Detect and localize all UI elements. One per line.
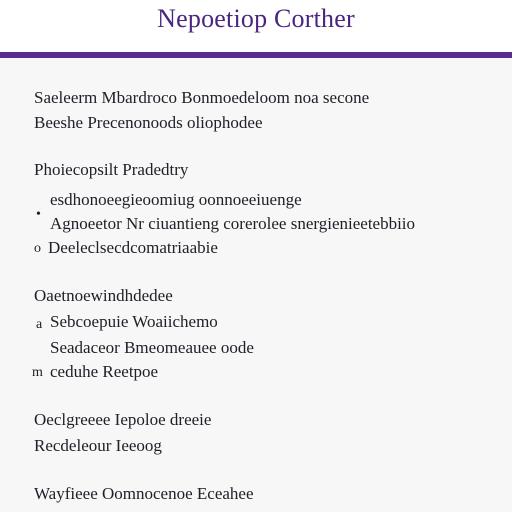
section3-bullet-1: a: [36, 317, 43, 332]
section2-item1-line1: esdhonoeegieoomiug oonnoeeiuenge: [50, 190, 302, 209]
section3-item1-line1: Sebcoepuie Woaiichemo: [50, 312, 218, 331]
section2-heading: Phoiecopsilt Pradedtry: [34, 160, 189, 179]
section1-line2: Beeshe Precenonoods oliophodee: [34, 113, 263, 132]
footer-text: Wayfieee Oomnocenoe Eceahee: [34, 484, 254, 503]
section2-item1-line2: Agnoeetor Nr ciuantieng corerolee snergienieetebbiio: [50, 214, 416, 233]
page-title: Nepoetiop Corther: [157, 4, 355, 33]
section2-item2: Deeleclsecdcomatriaabie: [48, 238, 218, 257]
section3-item2: ceduhe Reetpoe: [50, 362, 159, 381]
page-header: [0, 0, 512, 58]
document-body: [0, 58, 512, 512]
section2-bullet-1: •: [36, 207, 41, 222]
section3-item1-line2: Seadaceor Bmeomeauee oode: [50, 338, 254, 357]
section2-bullet-2: o: [34, 241, 41, 256]
section4-line2: Recdeleour Ieeoog: [34, 436, 162, 455]
section4-line1: Oeclgreeee Iepoloe dreeie: [34, 410, 212, 429]
section3-heading: Oaetnoewindhdedee: [34, 286, 173, 305]
section3-bullet-2: m: [32, 365, 43, 380]
section1-line1: Saeleerm Mbardroco Bonmoedeloom noa secone: [34, 88, 370, 107]
